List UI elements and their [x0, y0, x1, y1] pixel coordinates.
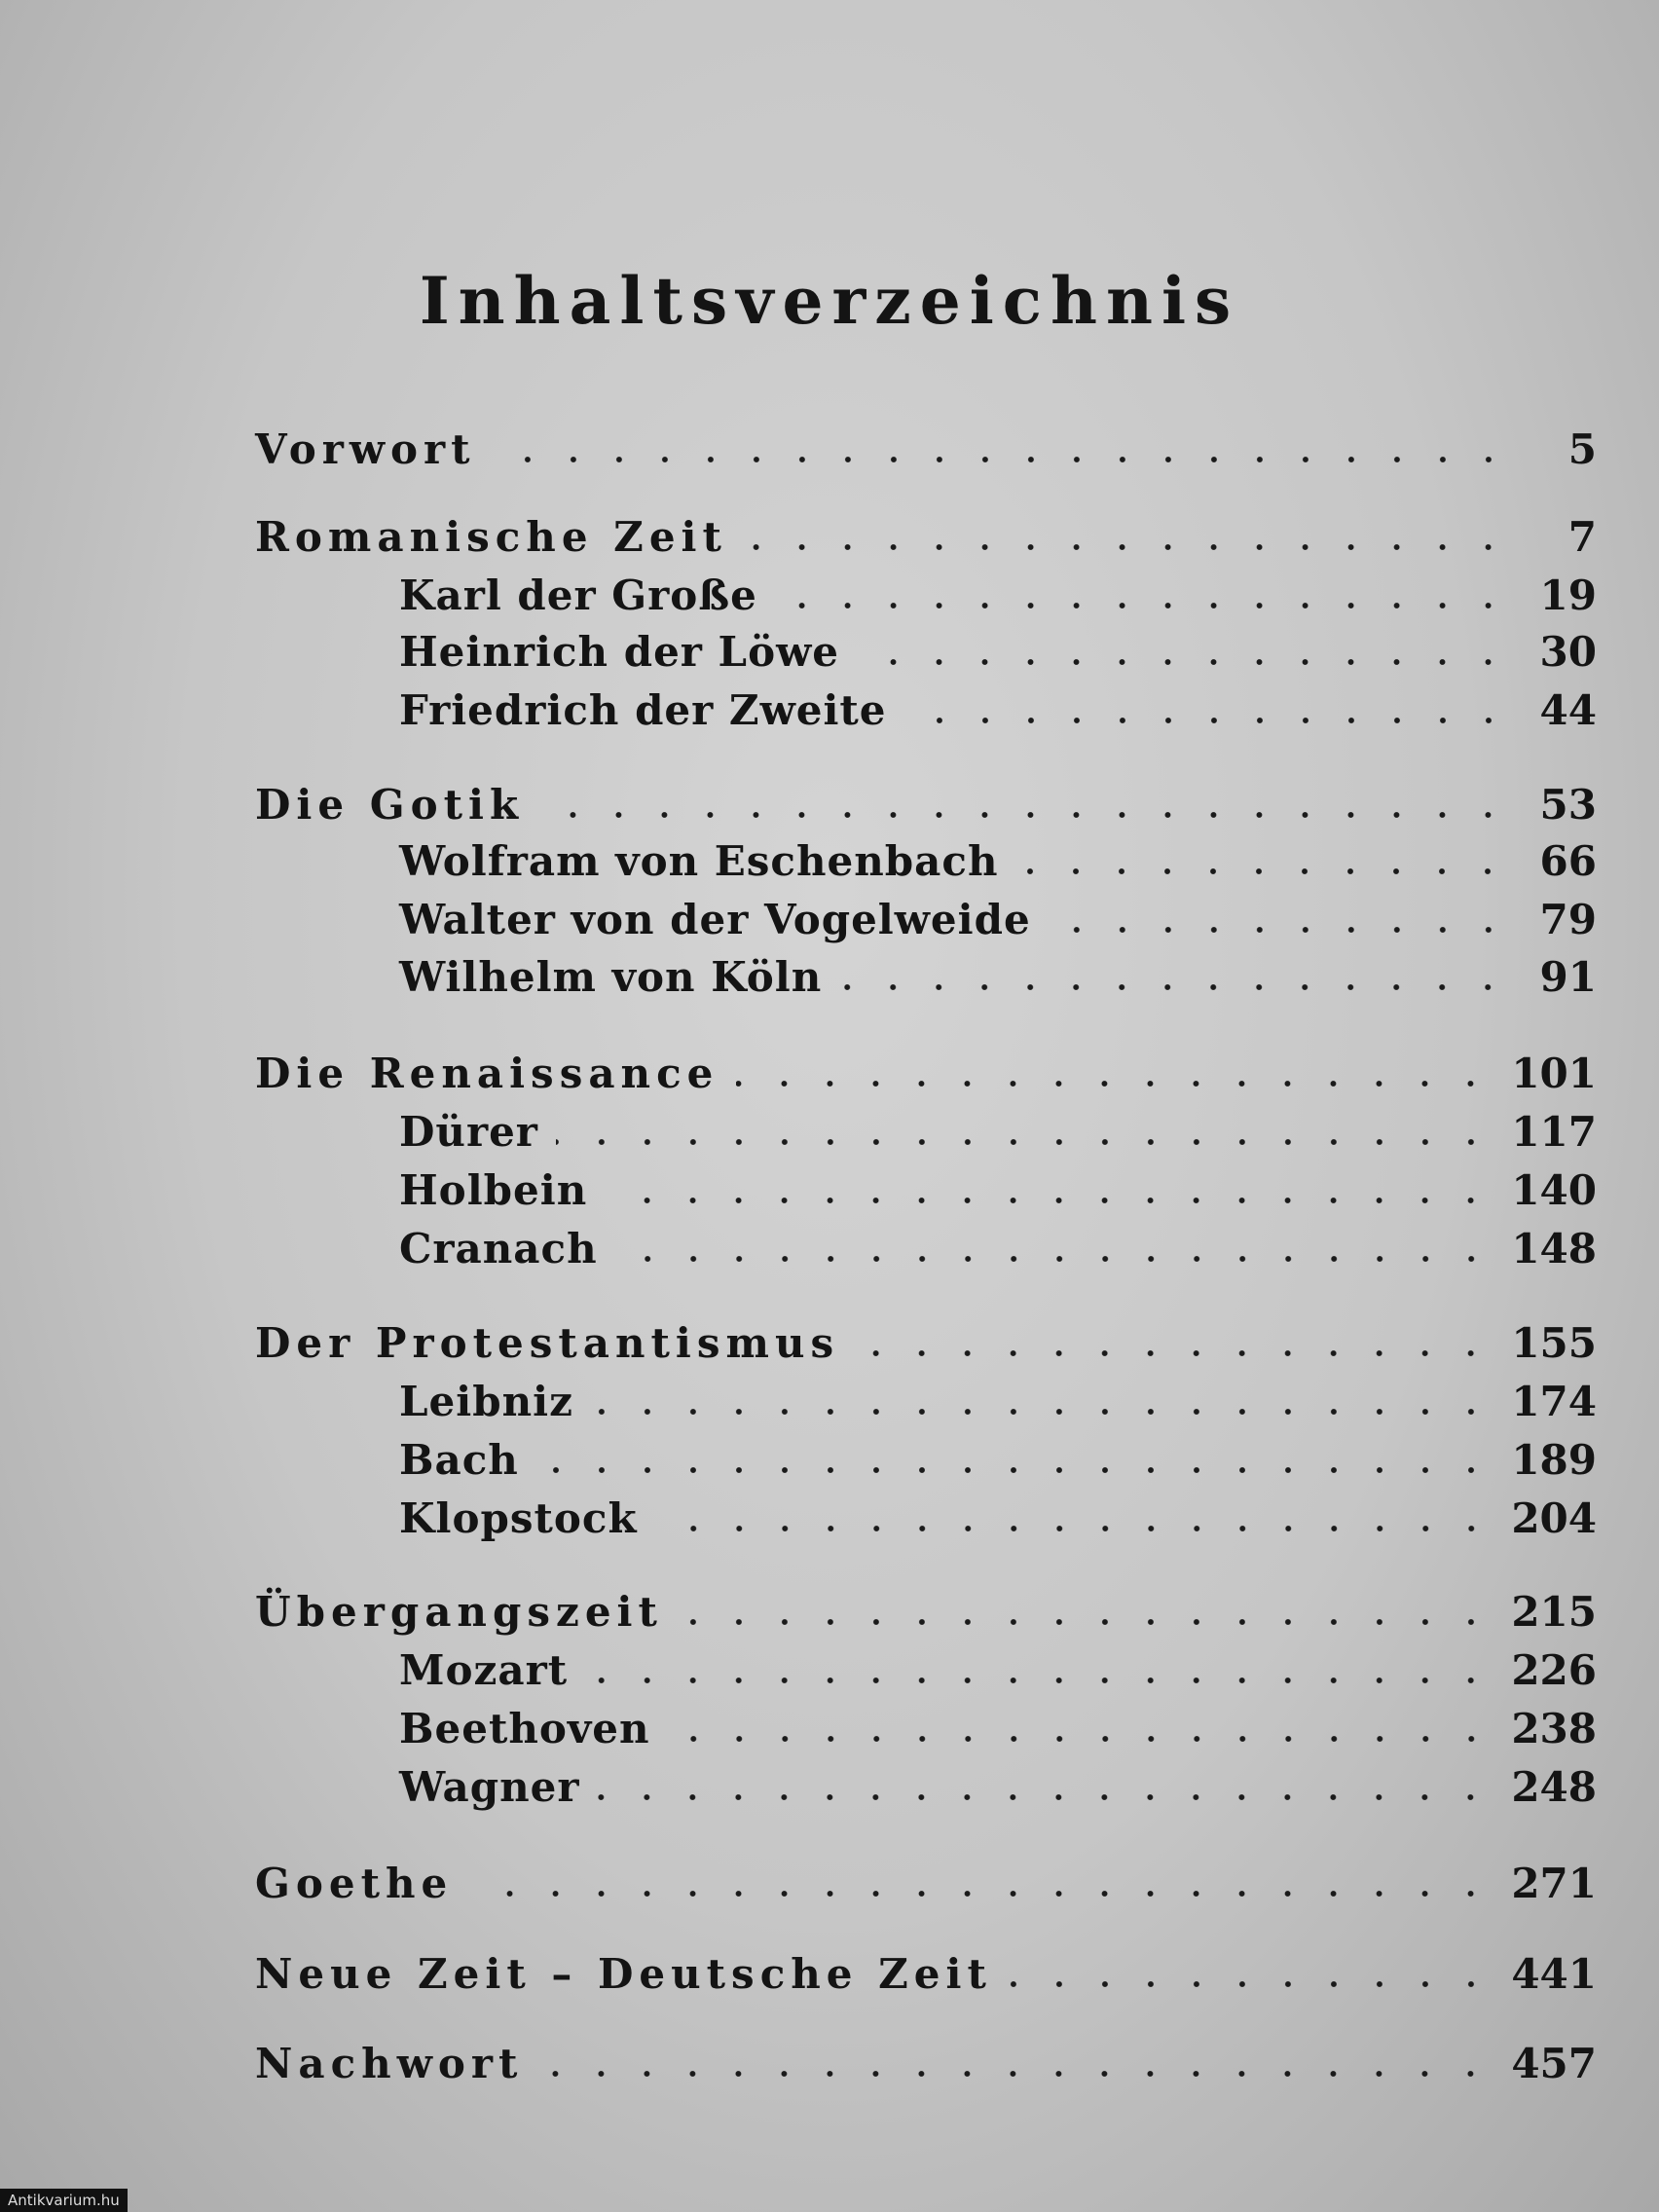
toc-entry-page-number: 215 — [1511, 1588, 1597, 1636]
toc-entry-page-number: 441 — [1511, 1950, 1597, 1998]
toc-entry-label: Mozart — [399, 1646, 569, 1694]
toc-entry — [255, 1314, 1597, 1373]
toc-entry — [255, 1373, 1597, 1431]
toc-entry — [255, 2035, 1597, 2093]
toc-entry — [255, 1641, 1597, 1700]
toc-entry-label: Übergangszeit — [255, 1588, 663, 1636]
toc-entry-label: Leibniz — [399, 1378, 573, 1425]
toc-entry — [255, 623, 1597, 682]
toc-entry-label: Goethe — [255, 1860, 454, 1907]
dot-leader — [736, 1081, 1493, 1087]
dot-leader — [494, 457, 1511, 462]
toc-entry-label: Bach — [399, 1436, 519, 1484]
dot-leader — [1049, 927, 1511, 933]
dot-leader — [839, 984, 1511, 990]
toc-entry-page-number: 271 — [1511, 1860, 1597, 1907]
dot-leader — [536, 1467, 1494, 1473]
toc-entry — [255, 1855, 1597, 1913]
toc-entry-label: Wagner — [399, 1763, 580, 1811]
toc-entry-label: Nachwort — [255, 2040, 524, 2087]
dot-leader — [541, 812, 1511, 818]
toc-entry-page-number: 248 — [1511, 1763, 1597, 1811]
dot-leader — [585, 1677, 1493, 1683]
toc-entry-label: Dürer — [399, 1108, 538, 1156]
toc-entry-page-number: 238 — [1511, 1705, 1597, 1752]
dot-leader — [540, 2071, 1493, 2077]
dot-leader — [904, 718, 1511, 723]
dot-leader — [655, 1526, 1494, 1531]
toc-entry-label: Die Gotik — [255, 781, 525, 829]
dot-leader — [668, 1736, 1494, 1742]
toc-entry — [255, 421, 1597, 479]
toc-entry-page-number: 226 — [1511, 1646, 1597, 1694]
dot-leader — [1010, 1981, 1493, 1987]
toc-entry-page-number: 148 — [1511, 1225, 1597, 1272]
toc-entry-page-number: 101 — [1511, 1050, 1597, 1097]
dot-leader — [681, 1619, 1493, 1625]
toc-entry — [255, 567, 1597, 625]
toc-entry — [255, 508, 1597, 567]
toc-entry-label: Friedrich der Zweite — [399, 686, 887, 734]
toc-entry-page-number: 174 — [1511, 1378, 1597, 1425]
toc-entry-label: Holbein — [399, 1166, 588, 1214]
dot-leader — [591, 1409, 1493, 1415]
toc-entry-label: Wilhelm von Köln — [399, 953, 823, 1001]
toc-entry-label: Cranach — [399, 1225, 598, 1272]
toc-entry-label: Klopstock — [399, 1494, 638, 1542]
toc-entry — [255, 1161, 1597, 1220]
toc-entry — [255, 1490, 1597, 1548]
toc-entry — [255, 891, 1597, 949]
toc-entry-page-number: 457 — [1511, 2040, 1597, 2087]
toc-entry-label: Vorwort — [255, 425, 476, 473]
toc-entry-label: Romanische Zeit — [255, 513, 727, 561]
toc-entry-label: Wolfram von Eschenbach — [399, 837, 999, 885]
toc-entry-page-number: 5 — [1567, 425, 1597, 473]
toc-entry — [255, 1431, 1597, 1490]
toc-entry — [255, 1045, 1597, 1103]
toc-entry-label: Walter von der Vogelweide — [399, 896, 1031, 943]
dot-leader — [615, 1256, 1494, 1262]
toc-entry — [255, 1583, 1597, 1641]
dot-leader — [605, 1198, 1493, 1203]
dot-leader — [1015, 868, 1511, 874]
toc-entry-page-number: 7 — [1567, 513, 1597, 561]
toc-entry-page-number: 30 — [1539, 628, 1597, 676]
toc-entry-label: Karl der Große — [399, 571, 757, 619]
dot-leader — [556, 1139, 1493, 1145]
dot-leader — [857, 1350, 1493, 1356]
toc-entry-label: Neue Zeit – Deutsche Zeit — [255, 1950, 992, 1998]
dot-leader — [470, 1891, 1493, 1897]
toc-entry-page-number: 19 — [1539, 571, 1597, 619]
toc-entry — [255, 832, 1597, 891]
page-title: Inhaltsverzeichnis — [419, 263, 1240, 339]
toc-entry — [255, 1220, 1597, 1278]
toc-entry-page-number: 204 — [1511, 1494, 1597, 1542]
toc-entry-label: Die Renaissance — [255, 1050, 719, 1097]
dot-leader — [775, 603, 1511, 608]
toc-entry — [255, 1758, 1597, 1817]
toc-entry-page-number: 79 — [1539, 896, 1597, 943]
toc-entry-page-number: 44 — [1539, 686, 1597, 734]
toc-entry-page-number: 117 — [1511, 1108, 1597, 1156]
toc-entry-page-number: 155 — [1511, 1319, 1597, 1367]
dot-leader — [857, 659, 1511, 665]
toc-entry — [255, 1103, 1597, 1161]
toc-entry-page-number: 53 — [1539, 781, 1597, 829]
toc-entry — [255, 682, 1597, 740]
watermark: Antikvarium.hu — [0, 2189, 128, 2212]
toc-entry — [255, 948, 1597, 1007]
toc-entry-label: Der Protestantismus — [255, 1319, 840, 1367]
toc-entry-label: Beethoven — [399, 1705, 650, 1752]
toc-entry-page-number: 140 — [1511, 1166, 1597, 1214]
toc-entry — [255, 776, 1597, 834]
dot-leader — [745, 544, 1511, 550]
toc-entry-label: Heinrich der Löwe — [399, 628, 839, 676]
toc-entry — [255, 1700, 1597, 1758]
toc-entry-page-number: 91 — [1539, 953, 1597, 1001]
toc-entry-page-number: 66 — [1539, 837, 1597, 885]
toc-entry-page-number: 189 — [1511, 1436, 1597, 1484]
dot-leader — [597, 1794, 1493, 1800]
toc-entry — [255, 1945, 1597, 2004]
